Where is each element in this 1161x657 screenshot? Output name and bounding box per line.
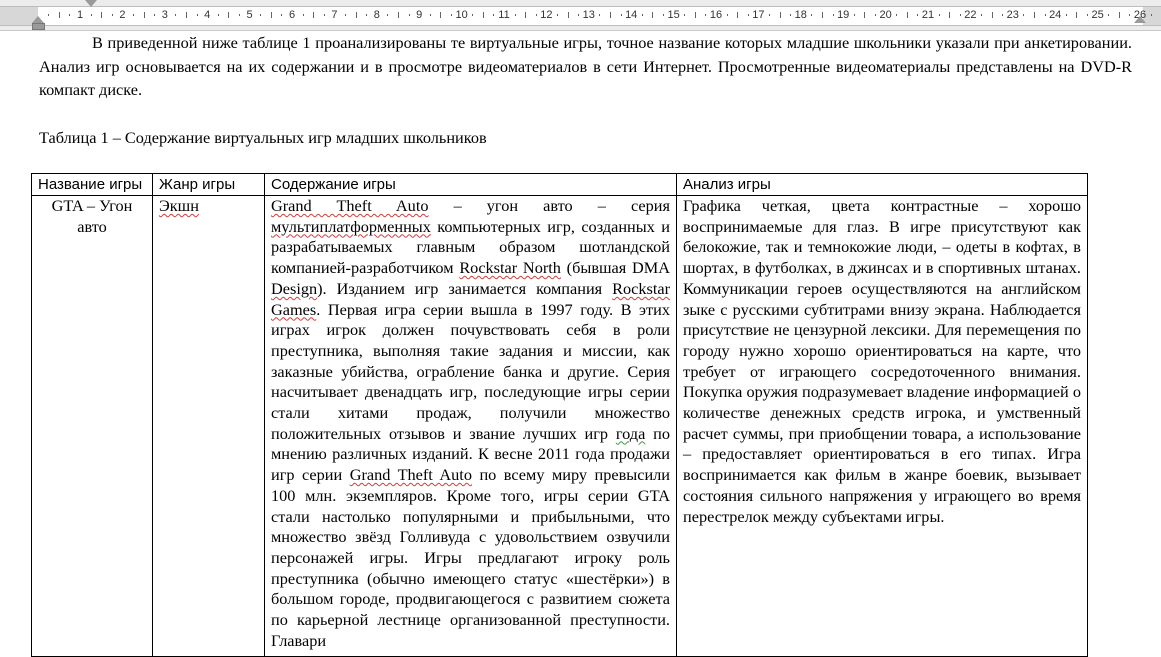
ruler-tick	[1108, 14, 1109, 16]
ruler-tick	[907, 12, 908, 18]
ruler-tick	[303, 14, 304, 16]
ruler-tick	[981, 14, 982, 16]
ruler-tick	[1151, 14, 1152, 16]
content-text-14: по всему миру превысили 100 млн. экземпляров. Кроме того, игры серии GTA стали настолько популярными и прибыльными, что множество звёзд Голливуда с удовольствием озвучили персонажей игры. Игры предлагают игроку роль преступника (обычно имеющего статус «шестёрки») в большом городе, продвигающегося с развитием сюжета по карьерной лестнице организованной преступности. Главари	[271, 465, 670, 650]
ruler-tick	[1119, 12, 1120, 18]
cell-game-name: GTA – Угон авто	[32, 196, 153, 657]
ruler-tick	[387, 14, 388, 16]
left-indent-marker[interactable]	[32, 23, 45, 30]
genre-text: Экшн	[159, 196, 199, 215]
ruler-tick	[1034, 12, 1035, 18]
ruler-tick	[440, 12, 441, 18]
ruler-label: 2	[119, 9, 126, 21]
content-text-7: Design	[271, 278, 318, 298]
ruler-tick	[101, 12, 102, 18]
content-text-10: . Первая игра серии вышла в 1997 году. В этих играх игрок должен почувствовать себя в роли преступника, выполняя такие задания и миссии, как заказные убийства, ограбление банка и другие. Серия насчитывает двенадцать игр, последующие игры серии стали хитами продаж, получили множество положительных отзывов и звание лучших игр	[271, 299, 670, 443]
ruler-tick	[1087, 14, 1088, 16]
ruler-tick	[515, 14, 516, 16]
first-line-indent-marker[interactable]	[85, 0, 97, 7]
ruler-label: 10	[455, 9, 468, 21]
ruler-tick	[695, 12, 696, 18]
ruler-tick	[112, 14, 113, 16]
ruler-tick	[144, 12, 145, 18]
ruler-tick	[133, 14, 134, 16]
ruler-tick	[228, 12, 229, 18]
ruler-tick	[578, 14, 579, 16]
content-text-12: по мнению различных изданий. К весне 2011 года продажи игр серии	[271, 423, 670, 485]
ruler-tick	[1023, 14, 1024, 16]
content-text-11: года	[615, 423, 646, 443]
ruler-tick	[483, 12, 484, 18]
ruler-tick	[684, 14, 685, 16]
ruler-label: 21	[921, 9, 935, 21]
ruler-tick	[493, 14, 494, 16]
header-game-genre: Жанр игры	[153, 174, 265, 196]
content-text-5: Rockstar North	[459, 258, 561, 278]
content-text-1: Grand Theft Auto	[271, 196, 429, 215]
intro-paragraph: В приведенной ниже таблице 1 проанализированы те виртуальные игры, точное название которых младшие школьники указали при анкетировании. Анализ игр основывается на их содержании и в просмотре видеоматериалов в сети Интернет. Просмотренные видеоматериалы представлены на DVD-R компакт диске.	[39, 33, 1132, 99]
ruler-tick	[430, 14, 431, 16]
ruler-tick	[610, 12, 611, 18]
ruler-tick	[642, 14, 643, 16]
ruler-tick	[790, 14, 791, 16]
games-table	[31, 173, 1088, 657]
ruler-label: 3	[161, 9, 168, 21]
ruler-label: 11	[498, 9, 510, 21]
ruler-label: 12	[540, 9, 553, 21]
header-game-analysis: Анализ игры	[677, 174, 1088, 196]
ruler-label: 20	[879, 9, 892, 21]
content-text-4: компьютерных игр, созданных и разрабатываемых главным образом шотландской компанией-разработчиком	[271, 216, 670, 278]
ruler-tick	[833, 14, 834, 16]
cell-game-content	[265, 196, 677, 657]
ruler-label: 16	[709, 9, 723, 21]
ruler-tick	[737, 12, 738, 18]
ruler-tick	[854, 14, 855, 16]
ruler-label: 4	[204, 9, 211, 21]
header-game-content: Содержание игры	[265, 174, 677, 196]
ruler-label: 13	[582, 9, 595, 21]
content-text-3: мультиплатформенных	[271, 216, 431, 236]
ruler-tick	[472, 14, 473, 16]
ruler-tick	[949, 12, 950, 18]
ruler-tick	[313, 12, 314, 18]
ruler-tick	[281, 14, 282, 16]
ruler-tick	[557, 14, 558, 16]
ruler-tick	[91, 14, 92, 16]
ruler-tick	[175, 14, 176, 16]
ruler-tick	[864, 12, 865, 18]
ruler-label: 5	[246, 9, 253, 21]
ruler-tick	[875, 14, 876, 16]
ruler-tick	[59, 12, 60, 18]
ruler-label: 23	[1006, 9, 1019, 21]
ruler-label: 17	[752, 9, 765, 21]
ruler-tick	[271, 12, 272, 18]
table-row	[32, 196, 1088, 657]
ruler-tick	[409, 14, 410, 16]
ruler-tick	[345, 14, 346, 16]
content-text-6: (бывшая DMA	[560, 258, 670, 278]
ruler-tick	[525, 12, 526, 18]
ruler-tick	[822, 12, 823, 18]
ruler-tick	[324, 14, 325, 16]
table-header-row	[32, 174, 1088, 196]
ruler-tick	[1076, 12, 1077, 18]
ruler-tick	[154, 14, 155, 16]
ruler-tick	[356, 12, 357, 18]
content-text-8: ). Изданием игр занимается компания	[317, 278, 613, 298]
ruler-tick	[896, 14, 897, 16]
right-indent-marker[interactable]	[1134, 16, 1146, 23]
ruler-label: 15	[667, 9, 680, 21]
ruler-tick	[197, 14, 198, 16]
ruler-tick	[705, 14, 706, 16]
ruler-label: 24	[1049, 9, 1062, 21]
ruler-tick	[811, 14, 812, 16]
ruler-tick	[366, 14, 367, 16]
ruler-tick	[992, 12, 993, 18]
ruler-label: 18	[794, 9, 807, 21]
ruler-tick	[239, 14, 240, 16]
ruler-tick	[780, 12, 781, 18]
ruler-label: 9	[416, 9, 423, 21]
ruler-label: 19	[837, 9, 850, 21]
ruler-tick	[48, 14, 49, 16]
table-caption: Таблица 1 – Содержание виртуальных игр младших школьников	[39, 128, 487, 147]
ruler-label: 6	[288, 9, 296, 21]
ruler-tick	[727, 14, 728, 16]
content-text-9: Rockstar Games	[271, 278, 670, 319]
ruler-tick	[1129, 14, 1130, 16]
ruler-tick	[398, 12, 399, 18]
ruler-label: 25	[1091, 9, 1104, 21]
ruler-tick	[260, 14, 261, 16]
ruler-tick	[536, 14, 537, 16]
ruler-tick	[652, 12, 653, 18]
ruler-label: 22	[964, 9, 977, 21]
ruler-tick	[69, 14, 70, 16]
ruler-tick	[1045, 14, 1046, 16]
header-game-name: Название игры	[32, 174, 153, 196]
ruler-tick	[960, 14, 961, 16]
ruler-tick	[599, 14, 600, 16]
ruler-label: 1	[76, 9, 84, 21]
ruler-tick	[663, 14, 664, 16]
ruler-tick	[1002, 14, 1003, 16]
ruler-tick	[186, 12, 187, 18]
ruler-tick	[769, 14, 770, 16]
cell-game-genre	[153, 196, 265, 657]
ruler-label: 7	[331, 9, 338, 21]
ruler-tick	[1066, 14, 1067, 16]
ruler-tick	[451, 14, 452, 16]
horizontal-ruler[interactable]	[0, 0, 1161, 31]
ruler-label: 26	[1133, 9, 1147, 21]
content-text-2: – угон авто – серия	[428, 196, 670, 215]
hanging-indent-marker[interactable]	[32, 16, 44, 23]
content-text-13: Grand Theft Auto	[349, 465, 472, 485]
ruler-label: 14	[625, 9, 638, 21]
ruler-tick	[939, 14, 940, 16]
ruler-tick	[917, 14, 918, 16]
ruler-tick	[748, 14, 749, 16]
ruler-label: 8	[373, 9, 380, 21]
ruler-tick	[621, 14, 622, 16]
cell-game-analysis: Графика четкая, цвета контрастные – хорошо воспринимаемые для глаз. В игре присутствуют как белокожие, так и темнокожие люди, – одеты в кофтах, в шортах, в футболках, в джинсах и в спортивных штанах. Коммуникации героев осуществляются на английском зыке с русскими субтитрами внизу экрана. Наблюдается присутствие не цензурной лексики. Для перемещения по городу нужно хорошо ориентироваться на карте, что требует от играющего сосредоточенного внимания. Покупка оружия подразумевает владение информацией о количестве денежных средств игрока, и умственный расчет суммы, при приобщении товара, а использование – предоставляет ориентироваться в его типах. Игра воспринимается как фильм в жанре боевик, вызывает состояния сильного напряжения у играющего во время перестрелок между субъектами игры.	[677, 196, 1088, 657]
ruler-tick	[568, 12, 569, 18]
ruler-tick	[218, 14, 219, 16]
